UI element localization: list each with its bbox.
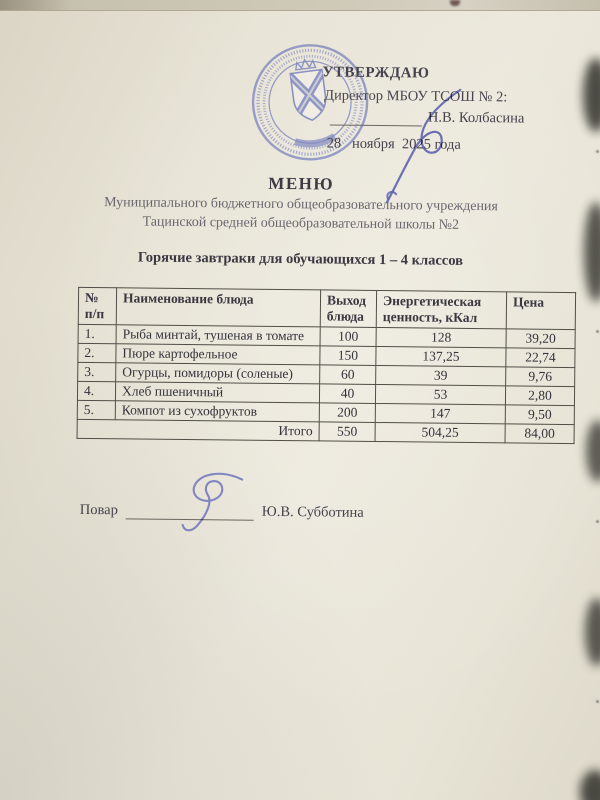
menu-table-body — [77, 324, 575, 424]
header-dish: Наименование блюда — [116, 288, 320, 327]
cell-num: 3. — [78, 362, 116, 381]
total-label: Итого — [77, 419, 319, 441]
cell-energy: 39 — [376, 365, 506, 385]
header-num: № п/п — [78, 287, 116, 324]
edge-speck — [596, 520, 599, 523]
director-name: Н.В. Колбасина — [427, 109, 525, 127]
approval-director-line: Директор МБОУ ТСОШ № 2: — [324, 87, 508, 106]
cell-num: 1. — [78, 324, 116, 343]
cell-energy: 128 — [376, 327, 506, 347]
cell-output: 40 — [319, 384, 375, 404]
cell-price: 9,76 — [506, 367, 575, 387]
cell-energy: 53 — [375, 384, 505, 404]
cell-energy: 147 — [375, 403, 505, 423]
organization-line-1: Муниципального бюджетного общеобразовательного учреждения — [104, 195, 498, 215]
header-price: Цена — [506, 292, 575, 330]
header-output: Выход блюда — [320, 290, 376, 328]
total-price: 84,00 — [505, 424, 574, 444]
menu-table — [77, 287, 577, 444]
cell-price: 9,50 — [505, 405, 574, 425]
cell-dish: Рыба минтай, тушеная в томате — [116, 325, 320, 346]
total-energy: 504,25 — [375, 422, 505, 442]
cell-dish: Пюре картофельное — [116, 344, 320, 365]
cell-dish: Хлеб пшеничный — [115, 382, 319, 403]
menu-subtitle: Горячие завтраки для обучающихся 1 – 4 классов — [137, 249, 464, 269]
header-energy: Энергетическая ценность, кКал — [376, 291, 506, 329]
cell-output: 150 — [320, 346, 376, 366]
menu-table-header — [78, 287, 575, 329]
organization-line-2: Тацинской средней общеобразовательной школы №2 — [142, 214, 460, 233]
page-title: МЕНЮ — [268, 173, 335, 194]
edge-speck — [596, 330, 599, 333]
cell-output: 60 — [320, 365, 376, 385]
cell-price: 22,74 — [506, 348, 575, 368]
cell-output: 100 — [320, 327, 376, 347]
edge-speck — [596, 700, 599, 703]
approval-heading: УТВЕРЖДАЮ — [322, 64, 430, 82]
cell-num: 5. — [77, 400, 115, 419]
total-output: 550 — [319, 422, 375, 442]
cell-num: 2. — [78, 343, 116, 362]
cook-label: Повар — [79, 501, 118, 519]
edge-speck — [596, 150, 599, 153]
cell-num: 4. — [77, 381, 115, 400]
cook-handwritten-signature — [156, 467, 269, 540]
cell-dish: Огурцы, помидоры (соленые) — [116, 363, 320, 384]
cook-name: Ю.В. Субботина — [261, 503, 364, 521]
approval-date: 28 ноября 2025 года — [326, 135, 461, 153]
cell-output: 200 — [319, 403, 375, 423]
cell-dish: Компот из сухофруктов — [115, 401, 319, 422]
cell-energy: 137,25 — [376, 346, 506, 366]
cell-price: 2,80 — [505, 386, 574, 406]
table-total-row — [77, 419, 574, 443]
menu-table-footer — [77, 419, 574, 443]
cell-price: 39,20 — [506, 329, 575, 349]
